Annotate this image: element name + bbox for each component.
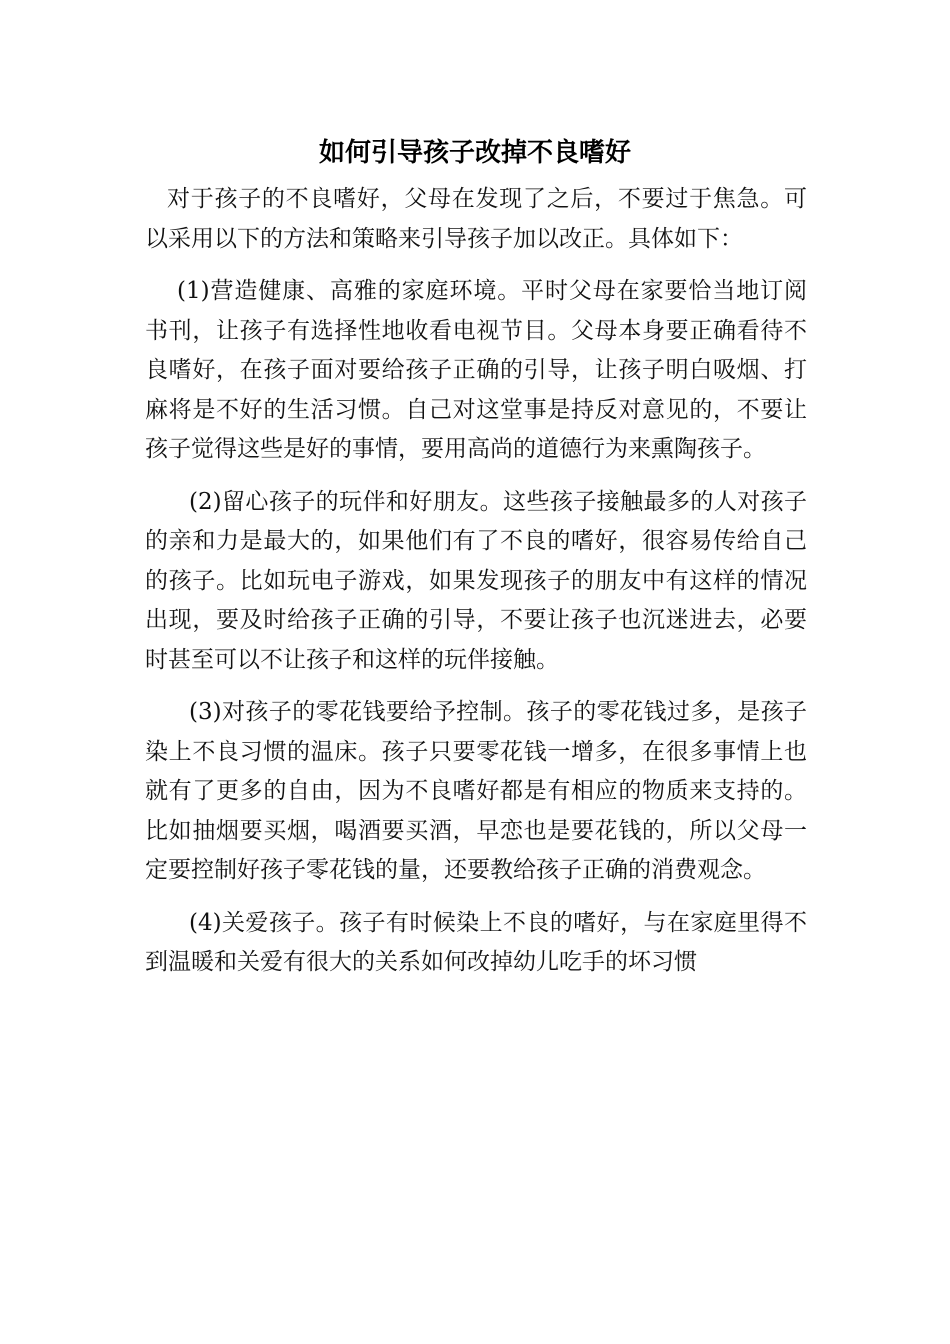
item-paragraph-1: (1)营造健康、高雅的家庭环境。平时父母在家要恰当地订阅书刊，让孩子有选择性地收看电视节目。父母本身要正确看待不良嗜好，在孩子面对要给孩子正确的引导，让孩子明白吸烟、打麻将是不好的生活习惯。自己对这堂事是持反对意见的，不要让孩子觉得这些是好的事情，要用高尚的道德行为来熏陶孩子。	[145, 278, 807, 462]
document-title: 如何引导孩子改掉不良嗜好	[318, 138, 631, 168]
item-paragraph-2: (2)留心孩子的玩伴和好朋友。这些孩子接触最多的人对孩子的亲和力是最大的，如果他们有了不良的嗜好，很容易传给自己的孩子。比如玩电子游戏，如果发现孩子的朋友中有这样的情况出现，要及时给孩子正确的引导，不要让孩子也沉迷进去，必要时甚至可以不让孩子和这样的玩伴接触。	[145, 488, 807, 673]
item-paragraph-3: (3)对孩子的零花钱要给予控制。孩子的零花钱过多，是孩子染上不良习惯的温床。孩子只要零花钱一增多，在很多事情上也就有了更多的自由，因为不良嗜好都是有相应的物质来支持的。比如抽烟要买烟，喝酒要买酒，早恋也是要花钱的，所以父母一定要控制好孩子零花钱的量，还要教给孩子正确的消费观念。	[145, 699, 807, 883]
document-body	[145, 180, 807, 983]
intro-paragraph: 对于孩子的不良嗜好，父母在发现了之后，不要过于焦急。可以采用以下的方法和策略来引导孩子加以改正。具体如下：	[145, 186, 807, 252]
item-paragraph-4: (4)关爱孩子。孩子有时候染上不良的嗜好，与在家庭里得不到温暖和关爱有很大的关系如何改掉幼儿吃手的坏习惯	[145, 909, 807, 975]
